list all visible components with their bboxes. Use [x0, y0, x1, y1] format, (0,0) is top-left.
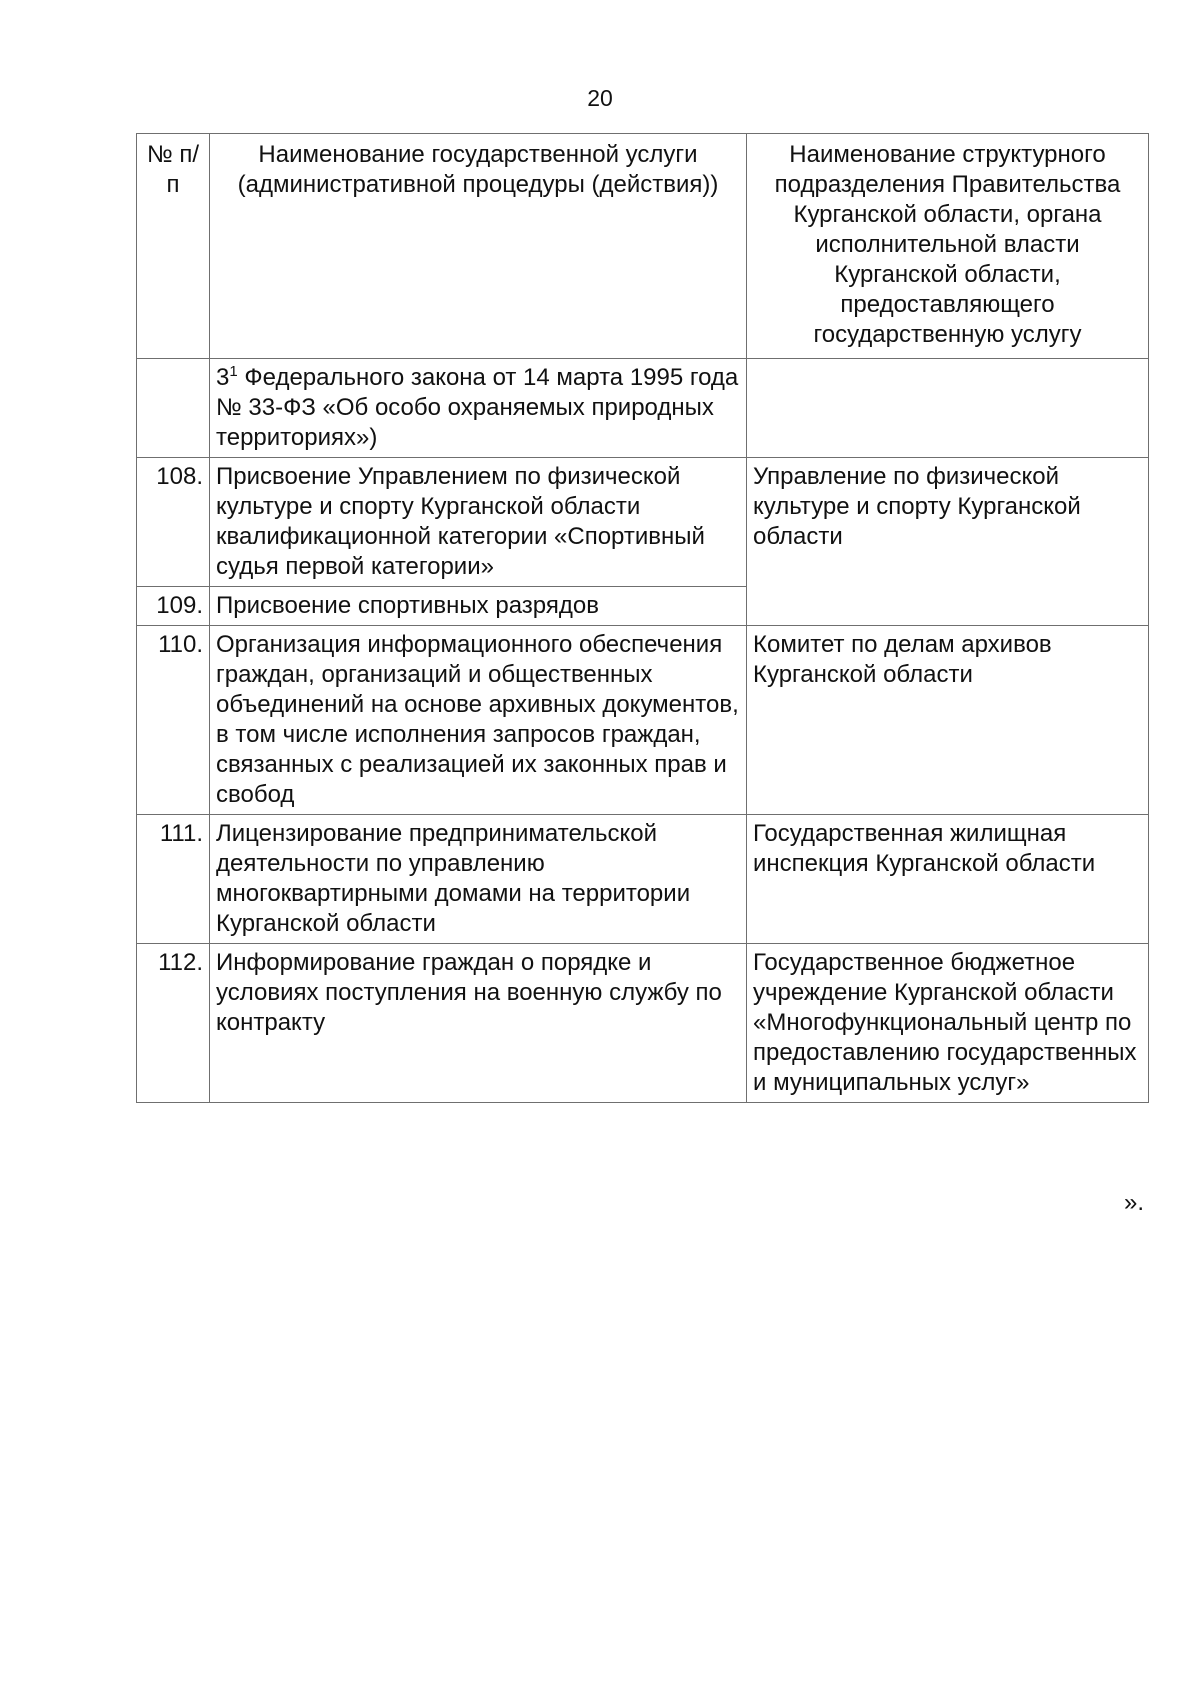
row-number: 110.: [137, 626, 210, 815]
table-row: [137, 815, 1149, 944]
row-service-name: Информирование граждан о порядке и условиях поступления на военную службу по контракту: [210, 944, 747, 1103]
row-number: 112.: [137, 944, 210, 1103]
continuation-superscript: 1: [229, 363, 238, 380]
row-service-name: [210, 359, 747, 458]
closing-quote: ».: [1124, 1189, 1145, 1216]
row-service-name: Присвоение спортивных разрядов: [210, 587, 747, 626]
table-row: [137, 458, 1149, 587]
row-number: [137, 359, 210, 458]
header-service-name: Наименование государственной услуги (административной процедуры (действия)): [210, 134, 747, 359]
row-organization: Комитет по делам архивов Курганской области: [747, 626, 1149, 815]
table-header-row: [137, 134, 1149, 359]
row-organization: Государственная жилищная инспекция Курганской области: [747, 815, 1149, 944]
table-row: [137, 626, 1149, 815]
continuation-prefix: 3: [216, 364, 230, 391]
row-organization: [747, 359, 1149, 458]
row-service-name: Присвоение Управлением по физической культуре и спорту Курганской области квалификационной категории «Спортивный судья первой категории»: [210, 458, 747, 587]
header-organization: Наименование структурного подразделения Правительства Курганской области, органа исполнительной власти Курганской области, предоставляющего государственную услугу: [747, 134, 1149, 359]
row-number: 109.: [137, 587, 210, 626]
row-organization: Государственное бюджетное учреждение Курганской области «Многофункциональный центр по предоставлению государственных и муниципальных услуг»: [747, 944, 1149, 1103]
row-number: 108.: [137, 458, 210, 587]
services-table: [136, 133, 1149, 1103]
row-number: 111.: [137, 815, 210, 944]
header-number: № п/п: [137, 134, 210, 359]
table-row: [137, 944, 1149, 1103]
row-service-name: Лицензирование предпринимательской деятельности по управлению многоквартирными домами на территории Курганской области: [210, 815, 747, 944]
page-number: 20: [587, 85, 613, 111]
row-service-name: Организация информационного обеспечения граждан, организаций и общественных объединений на основе архивных документов, в том числе исполнения запросов граждан, связанных с реализацией их законных прав и свобод: [210, 626, 747, 815]
continuation-text: Федерального закона от 14 марта 1995 года № 33-ФЗ «Об особо охраняемых природных территориях»): [216, 364, 739, 451]
row-organization: Управление по физической культуре и спорту Курганской области: [747, 458, 1149, 626]
table-row-continuation: [137, 359, 1149, 458]
